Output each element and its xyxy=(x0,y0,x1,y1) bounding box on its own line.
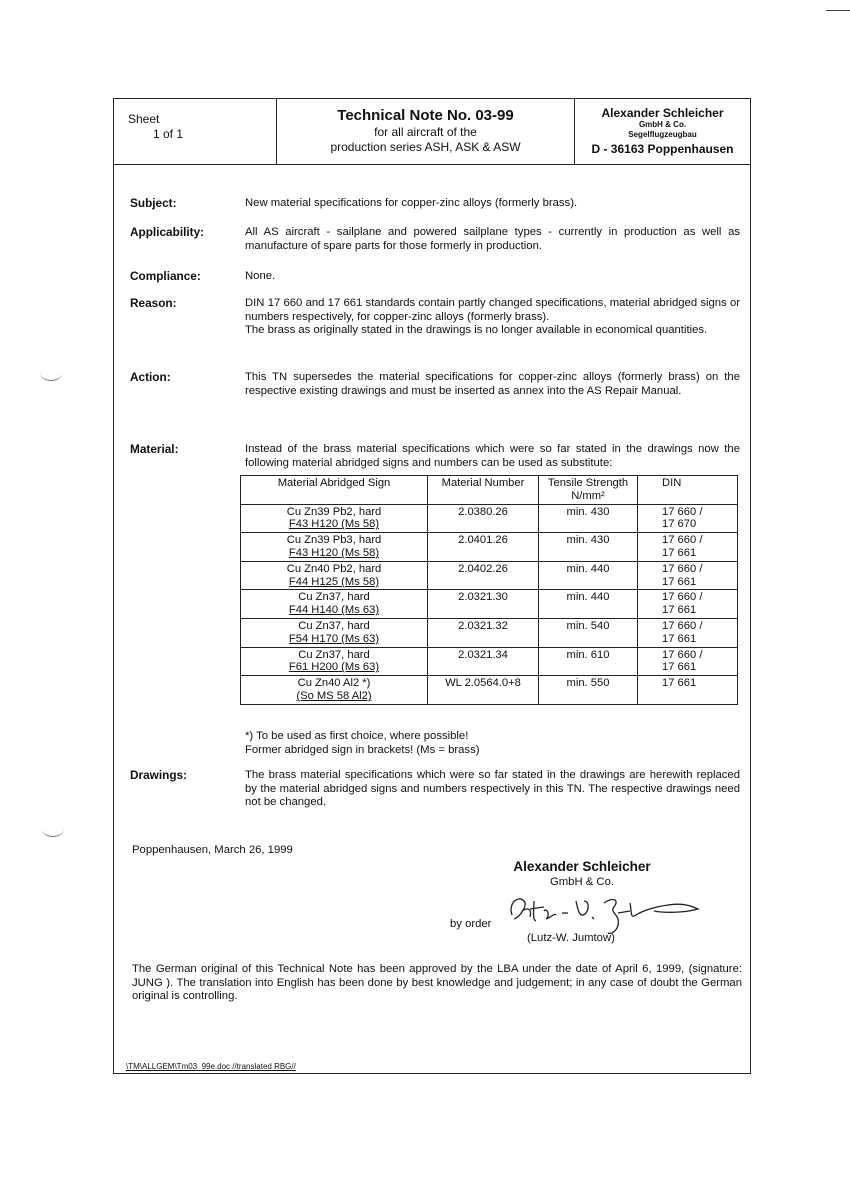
cell-din xyxy=(638,590,738,619)
sheet-label: Sheet xyxy=(128,112,160,126)
cell-sign xyxy=(241,533,428,562)
din-line-2: 17 661 xyxy=(662,661,697,674)
action-label: Action: xyxy=(130,370,171,384)
sign-line-2: F43 H120 (Ms 58) xyxy=(288,546,380,559)
header-number: Material Number xyxy=(428,476,539,505)
cell-tensile: min. 430 xyxy=(539,504,638,533)
title-cell xyxy=(277,99,575,164)
sign-line-1: Cu Zn39 Pb2, hard xyxy=(286,505,382,518)
material-text: Instead of the brass material specifications which were so far stated in the drawings now the following material abridged signs and numbers can be used as substitute: xyxy=(245,443,740,469)
cell-number: 2.0321.34 xyxy=(428,647,539,676)
cell-sign xyxy=(241,647,428,676)
din-line-1: 17 660 / xyxy=(662,505,703,518)
cell-sign xyxy=(241,561,428,590)
cell-din xyxy=(638,561,738,590)
sign-line-2: F61 H200 (Ms 63) xyxy=(288,661,380,674)
din-line-1: 17 661 xyxy=(662,677,697,690)
file-path: \TM\ALLGEM\Tm03_99e.doc //translated RBG// xyxy=(126,1062,296,1071)
header-sign: Material Abridged Sign xyxy=(241,476,428,505)
header-tensile-2: N/mm² xyxy=(571,489,605,502)
footnote-line-1: *) To be used as first choice, where possible! xyxy=(245,730,469,742)
scan-edge-mark xyxy=(826,10,850,11)
signature-company-form: GmbH & Co. xyxy=(549,876,615,888)
cell-sign xyxy=(241,590,428,619)
company-address: D - 36163 Poppenhausen xyxy=(591,142,734,156)
document-subtitle-1: for all aircraft of the xyxy=(374,125,477,139)
german-original-note: The German original of this Technical Note has been approved by the LBA under the date of April 6, 1999, (signature: JUNG ). The translation into English has been done by best knowledge and judgement; in any case of doubt the German original is controlling. xyxy=(132,963,742,1002)
reason-text xyxy=(245,297,740,338)
header-tensile xyxy=(539,476,638,505)
cell-number: 2.0402.26 xyxy=(428,561,539,590)
company-name: Alexander Schleicher xyxy=(601,106,724,120)
din-line-2: 17 661 xyxy=(662,604,697,617)
reason-label: Reason: xyxy=(130,296,177,310)
document-subtitle-2: production series ASH, ASK & ASW xyxy=(330,140,521,154)
material-label: Material: xyxy=(130,442,179,456)
document-header xyxy=(114,99,750,165)
table-row xyxy=(241,561,738,590)
din-line-1: 17 660 / xyxy=(662,619,703,632)
sign-line-1: Cu Zn40 Al2 *) xyxy=(297,677,371,690)
reason-paragraph-1: DIN 17 660 and 17 661 standards contain partly changed specifications, material abridged signs or numbers respectively, for copper-zinc alloys (formerly brass). xyxy=(245,297,740,323)
cell-tensile: min. 540 xyxy=(539,618,638,647)
reason-paragraph-2: The brass as originally stated in the drawings is no longer available in economical quantities. xyxy=(245,324,708,336)
sign-line-2: F54 H170 (Ms 63) xyxy=(288,632,380,645)
company-form: GmbH & Co. xyxy=(638,120,687,129)
signature-company xyxy=(502,859,662,889)
sign-line-1: Cu Zn39 Pb3, hard xyxy=(286,534,382,547)
applicability-text: All AS aircraft - sailplane and powered sailplane types - currently in production as well as manufacture of spare parts for those formerly in production. xyxy=(245,226,740,252)
cell-din xyxy=(638,647,738,676)
signature-company-name: Alexander Schleicher xyxy=(513,859,651,874)
table-row xyxy=(241,590,738,619)
cell-din xyxy=(638,676,738,705)
place-date: Poppenhausen, March 26, 1999 xyxy=(132,844,293,856)
sign-line-1: Cu Zn37, hard xyxy=(298,619,370,632)
footnote-line-2: Former abridged sign in brackets! (Ms = brass) xyxy=(245,744,480,756)
drawings-text: The brass material specifications which were so far stated in the drawings are herewith replaced by the material abridged signs and numbers respectively in this TN. The respective drawings need not be changed. xyxy=(245,769,740,808)
margin-hole-mark xyxy=(40,366,62,381)
table-row xyxy=(241,676,738,705)
cell-number: 2.0321.32 xyxy=(428,618,539,647)
table-row xyxy=(241,504,738,533)
cell-sign xyxy=(241,504,428,533)
material-table-body xyxy=(241,504,738,704)
margin-hole-mark xyxy=(42,822,64,837)
din-line-1: 17 660 / xyxy=(662,648,703,661)
cell-tensile: min. 440 xyxy=(539,590,638,619)
sign-line-2: F43 H120 (Ms 58) xyxy=(288,518,380,531)
cell-sign xyxy=(241,676,428,705)
document-title: Technical Note No. 03-99 xyxy=(337,107,514,124)
cell-number: 2.0321.30 xyxy=(428,590,539,619)
table-row xyxy=(241,647,738,676)
cell-din xyxy=(638,618,738,647)
cell-number: 2.0401.26 xyxy=(428,533,539,562)
header-tensile-1: Tensile Strength xyxy=(547,477,629,489)
sign-line-1: Cu Zn37, hard xyxy=(298,648,370,661)
company-trade: Segelflugzeugbau xyxy=(628,130,697,139)
cell-sign xyxy=(241,618,428,647)
din-line-1: 17 660 / xyxy=(662,562,703,575)
din-line-2: 17 661 xyxy=(662,632,697,645)
sign-line-1: Cu Zn40 Pb2, hard xyxy=(286,562,382,575)
compliance-text: None. xyxy=(245,270,276,282)
sheet-page: 1 of 1 xyxy=(153,127,184,141)
cell-tensile: min. 440 xyxy=(539,561,638,590)
din-line-1: 17 660 / xyxy=(662,591,703,604)
applicability-label: Applicability: xyxy=(130,225,205,239)
cell-number: 2.0380.26 xyxy=(428,504,539,533)
subject-label: Subject: xyxy=(130,196,177,210)
by-order-label: by order xyxy=(450,918,492,930)
table-row xyxy=(241,533,738,562)
cell-tensile: min. 550 xyxy=(539,676,638,705)
cell-din xyxy=(638,533,738,562)
sign-line-2: (So MS 58 Al2) xyxy=(296,689,372,702)
table-row xyxy=(241,618,738,647)
din-line-2: 17 661 xyxy=(662,575,697,588)
cell-tensile: min. 610 xyxy=(539,647,638,676)
sign-line-1: Cu Zn37, hard xyxy=(298,591,370,604)
drawings-label: Drawings: xyxy=(130,768,188,782)
company-cell xyxy=(575,99,750,164)
compliance-label: Compliance: xyxy=(130,269,201,283)
din-line-2: 17 661 xyxy=(662,546,697,559)
cell-tensile: min. 430 xyxy=(539,533,638,562)
din-line-1: 17 660 / xyxy=(662,534,703,547)
din-line-2: 17 670 xyxy=(662,518,697,531)
cell-number: WL 2.0564.0+8 xyxy=(428,676,539,705)
table-footnote xyxy=(245,729,480,757)
header-din: DIN xyxy=(638,476,738,505)
cell-din xyxy=(638,504,738,533)
material-table xyxy=(240,475,738,705)
sign-line-2: F44 H140 (Ms 63) xyxy=(288,604,380,617)
subject-text: New material specifications for copper-zinc alloys (formerly brass). xyxy=(245,197,578,209)
action-text: This TN supersedes the material specifications for copper-zinc alloys (formerly brass) on the respective existing drawings and must be inserted as annex into the AS Repair Manual. xyxy=(245,371,740,397)
sheet-cell xyxy=(114,99,277,164)
table-header-row xyxy=(241,476,738,505)
sign-line-2: F44 H125 (Ms 58) xyxy=(288,575,380,588)
document-frame xyxy=(113,98,751,1074)
signer-name: (Lutz-W. Jumtow) xyxy=(527,932,615,944)
